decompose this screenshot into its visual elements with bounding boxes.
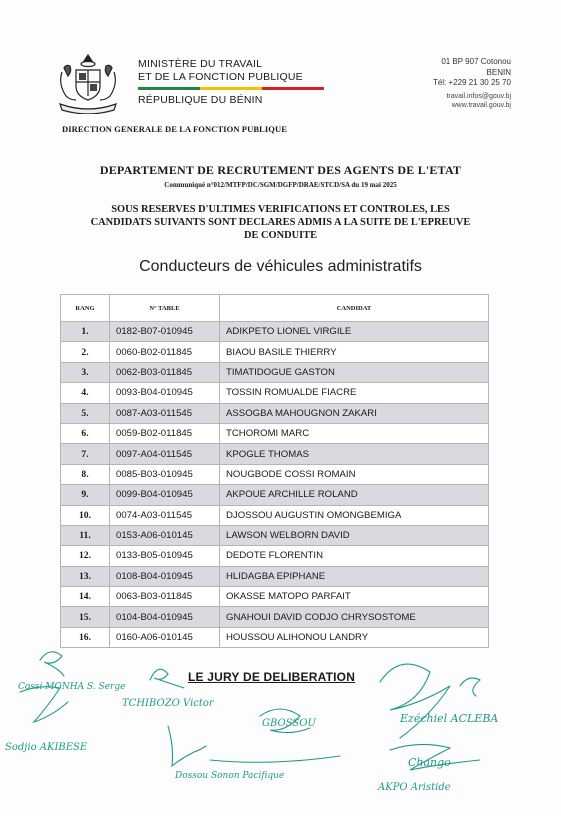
table-row	[61, 485, 489, 505]
table-number-cell: 0153-A06-010145	[110, 525, 220, 545]
jury-title: LE JURY DE DELIBERATION	[188, 670, 356, 684]
table-number-cell: 0085-B03-010945	[110, 464, 220, 484]
candidate-cell: NOUGBODE COSSI ROMAIN	[220, 464, 489, 484]
table-number-cell: 0074-A03-011545	[110, 505, 220, 525]
candidate-cell: HLIDAGBA EPIPHANE	[220, 566, 489, 586]
table-number-cell: 0182-B07-010945	[110, 322, 220, 342]
rank-cell: 4.	[61, 383, 110, 403]
signature-chango: Chango	[408, 756, 451, 769]
contact-website: www.travail.gouv.bj	[451, 101, 511, 109]
header-rank: RANG	[61, 295, 110, 322]
contact-block	[433, 57, 511, 110]
table-row	[61, 362, 489, 382]
candidate-cell: ADIKPETO LIONEL VIRGILE	[220, 322, 489, 342]
admission-statement-line2: CANDIDATS SUIVANTS SONT DECLARES ADMIS A LA SUITE DE L'EPREUVE	[90, 217, 471, 228]
table-number-cell: 0060-B02-011845	[110, 342, 220, 362]
rank-cell: 15.	[61, 607, 110, 627]
benin-coat-of-arms-icon	[52, 52, 124, 114]
table-header-row	[61, 295, 489, 322]
candidate-cell: DEDOTE FLORENTIN	[220, 546, 489, 566]
table-number-cell: 0108-B04-010945	[110, 566, 220, 586]
rank-cell: 1.	[61, 322, 110, 342]
candidate-cell: BIAOU BASILE THIERRY	[220, 342, 489, 362]
table-row	[61, 403, 489, 423]
signature-cossi: Cossi MONHA S. Serge	[18, 682, 126, 692]
table-row	[61, 525, 489, 545]
signature-gbossou: GBOSSOU	[262, 718, 316, 729]
table-row	[61, 464, 489, 484]
rank-cell: 16.	[61, 627, 110, 647]
contact-city: BENIN	[486, 67, 511, 77]
table-row	[61, 383, 489, 403]
rank-cell: 14.	[61, 587, 110, 607]
table-number-cell: 0059-B02-011845	[110, 423, 220, 443]
table-row	[61, 546, 489, 566]
table-number-cell: 0099-B04-010945	[110, 485, 220, 505]
contact-phone: Tél: +229 21 30 25 70	[432, 78, 511, 87]
rank-cell: 10.	[61, 505, 110, 525]
ministry-name-line2: ET DE LA FONCTION PUBLIQUE	[138, 71, 303, 83]
rank-cell: 5.	[61, 403, 110, 423]
rank-cell: 12.	[61, 546, 110, 566]
direction-title: DIRECTION GENERALE DE LA FONCTION PUBLIQUE	[62, 124, 288, 134]
table-row	[61, 322, 489, 342]
rank-cell: 7.	[61, 444, 110, 464]
rank-cell: 6.	[61, 423, 110, 443]
candidate-cell: LAWSON WELBORN DAVID	[220, 525, 489, 545]
candidate-cell: GNAHOUI DAVID CODJO CHRYSOSTOME	[220, 607, 489, 627]
table-row	[61, 587, 489, 607]
country-name: RÉPUBLIQUE DU BÉNIN	[138, 94, 263, 106]
results-table	[60, 294, 489, 648]
table-row	[61, 505, 489, 525]
table-number-cell: 0087-A03-011545	[110, 403, 220, 423]
admission-statement-line3: DE CONDUITE	[243, 230, 318, 241]
admission-statement-line1: SOUS RESERVES D'ULTIMES VERIFICATIONS ET CONTROLES, LES	[111, 204, 450, 215]
candidate-cell: KPOGLE THOMAS	[220, 444, 489, 464]
rank-cell: 8.	[61, 464, 110, 484]
table-number-cell: 0160-A06-010145	[110, 627, 220, 647]
rank-cell: 11.	[61, 525, 110, 545]
table-number-cell: 0063-B03-011845	[110, 587, 220, 607]
table-row	[61, 444, 489, 464]
candidate-cell: OKASSE MATOPO PARFAIT	[220, 587, 489, 607]
table-row	[61, 423, 489, 443]
candidate-cell: ASSOGBA MAHOUGNON ZAKARI	[220, 403, 489, 423]
table-number-cell: 0133-B05-010945	[110, 546, 220, 566]
signature-dossou: Dossou Sonon Pacifique	[175, 771, 285, 781]
category-title: Conducteurs de véhicules administratifs	[139, 258, 422, 275]
header-table-number: N° TABLE	[110, 295, 220, 322]
candidate-cell: AKPOUE ARCHILLE ROLAND	[220, 485, 489, 505]
table-number-cell: 0062-B03-011845	[110, 362, 220, 382]
candidate-cell: DJOSSOU AUGUSTIN OMONGBEMIGA	[220, 505, 489, 525]
contact-email: travail.infos@gouv.bj	[446, 92, 511, 100]
table-number-cell: 0093-B04-010945	[110, 383, 220, 403]
header-candidate: CANDIDAT	[220, 295, 489, 322]
rank-cell: 13.	[61, 566, 110, 586]
signature-tchibozo: TCHIBOZO Victor	[122, 698, 214, 709]
candidate-cell: TCHOROMI MARC	[220, 423, 489, 443]
rank-cell: 9.	[61, 485, 110, 505]
table-number-cell: 0104-B04-010945	[110, 607, 220, 627]
department-title: DEPARTEMENT DE RECRUTEMENT DES AGENTS DE L'ETAT	[99, 163, 462, 177]
ministry-block	[138, 58, 324, 107]
ministry-name-line1: MINISTÈRE DU TRAVAIL	[138, 58, 263, 70]
rank-cell: 3.	[61, 362, 110, 382]
communique-reference: Communiqué n°012/MTFP/DC/SGM/DGFP/DRAE/STCD/SA du 19 mai 2025	[164, 181, 397, 189]
candidate-cell: HOUSSOU ALIHONOU LANDRY	[220, 627, 489, 647]
table-row	[61, 607, 489, 627]
po-box: 01 BP 907 Cotonou	[441, 57, 511, 66]
signature-akpo: AKPO Aristide	[378, 782, 451, 793]
candidate-cell: TIMATIDOGUE GASTON	[220, 362, 489, 382]
jury-signatures	[0, 640, 561, 816]
table-row	[61, 342, 489, 362]
flag-color-rule	[138, 87, 324, 90]
signature-acleba: Ezéchiel ACLEBA	[400, 712, 499, 725]
candidate-cell: TOSSIN ROMUALDE FIACRE	[220, 383, 489, 403]
table-number-cell: 0097-A04-011545	[110, 444, 220, 464]
admission-statement	[75, 203, 486, 242]
signature-akibese: Sodjio AKIBESE	[5, 742, 88, 753]
rank-cell: 2.	[61, 342, 110, 362]
table-row	[61, 566, 489, 586]
